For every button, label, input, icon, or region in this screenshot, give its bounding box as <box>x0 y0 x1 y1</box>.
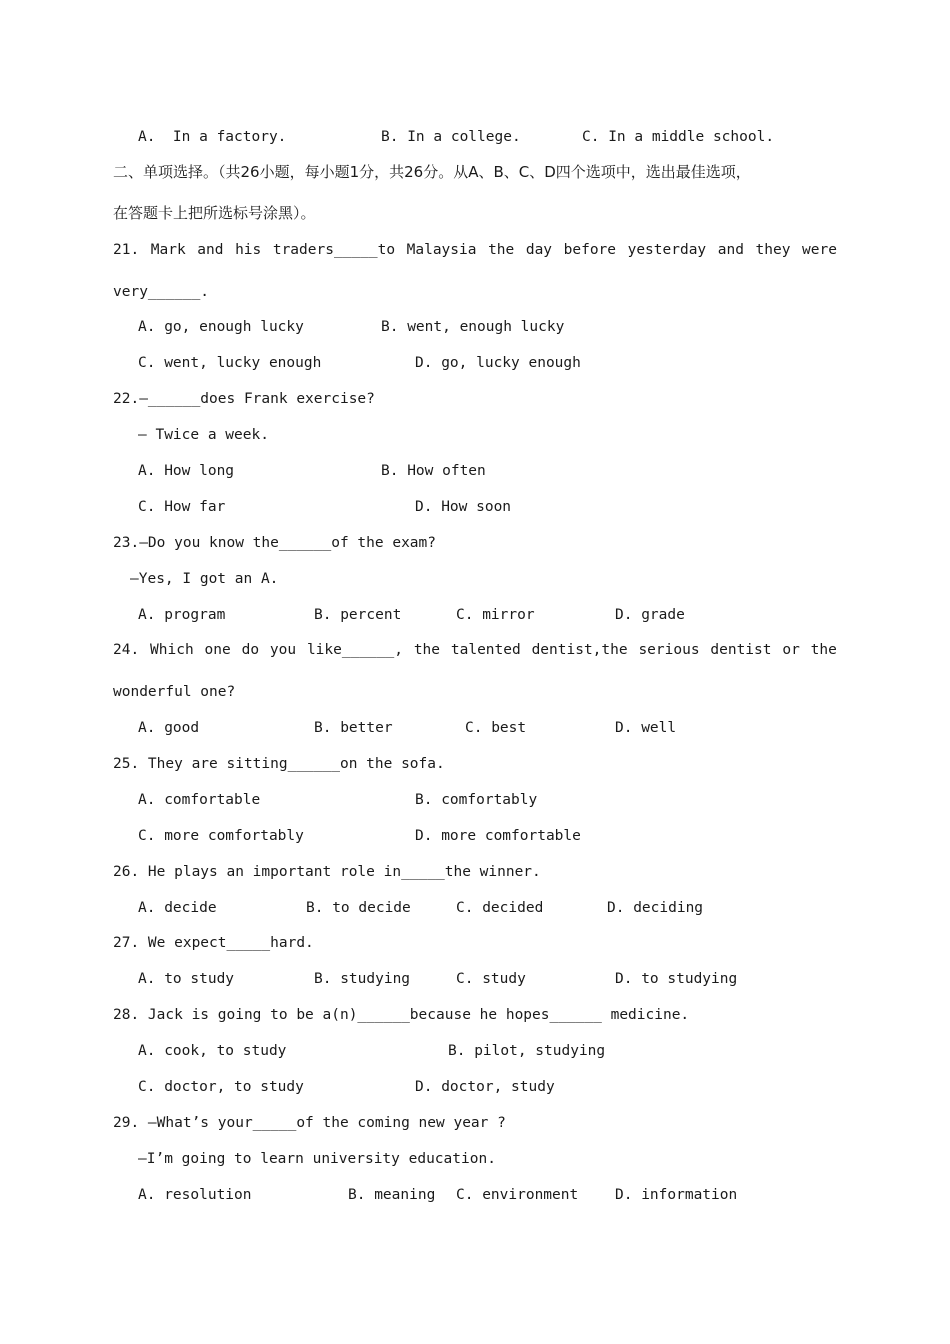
q20-option-b: B. In a college. <box>381 129 521 145</box>
q24-stem-line2: wonderful one? <box>113 684 236 700</box>
q28-stem: 28. Jack is going to be a(n)______because he hopes______ medicine. <box>113 1007 690 1023</box>
q21-option-b: B. went, enough lucky <box>381 319 565 335</box>
stem-word: the <box>413 642 441 658</box>
q24-stem <box>113 640 837 660</box>
stem-word: do <box>241 642 260 658</box>
q22-option-d: D. How soon <box>415 499 512 515</box>
q25-option-c: C. more comfortably <box>138 828 304 844</box>
q28-option-b: B. pilot, studying <box>448 1043 606 1059</box>
stem-word: his <box>235 242 262 258</box>
stem-word: Malaysia <box>406 242 477 258</box>
q27-option-c: C. study <box>456 971 526 987</box>
stem-word: Which <box>150 642 194 658</box>
q22-reply: — Twice a week. <box>138 427 269 443</box>
q26-option-a: A. decide <box>138 900 217 916</box>
q29-option-b: B. meaning <box>348 1187 436 1203</box>
stem-word: like______, <box>306 642 403 658</box>
stem-word: 24. <box>113 642 140 658</box>
q26-option-c: C. decided <box>456 900 544 916</box>
q23-reply: —Yes, I got an A. <box>130 571 279 587</box>
q29-option-d: D. information <box>615 1187 738 1203</box>
stem-word: the <box>488 242 515 258</box>
q26-option-d: D. deciding <box>607 900 704 916</box>
stem-word: and <box>717 242 744 258</box>
q28-option-c: C. doctor, to study <box>138 1079 304 1095</box>
stem-word: and <box>197 242 224 258</box>
stem-word: dentist,the <box>531 642 628 658</box>
q28-option-d: D. doctor, study <box>415 1079 555 1095</box>
q29-option-a: A. resolution <box>138 1187 252 1203</box>
section-heading-line1: 二、单项选择。（共26小题，每小题1分，共26分。从A、B、C、D四个选项中，选出最佳选项， <box>113 163 751 181</box>
q23-option-d: D. grade <box>615 607 685 623</box>
q25-stem: 25. They are sitting______on the sofa. <box>113 756 445 772</box>
stem-word: the <box>810 642 837 658</box>
q20-option-c: C. In a middle school. <box>582 129 775 145</box>
q24-option-a: A. good <box>138 720 200 736</box>
q27-option-a: A. to study <box>138 971 235 987</box>
q20-option-a: A. In a factory. <box>138 129 287 145</box>
q21-option-a: A. go, enough lucky <box>138 319 304 335</box>
stem-word: dentist <box>710 642 772 658</box>
stem-word: talented <box>450 642 521 658</box>
q27-option-b: B. studying <box>314 971 411 987</box>
q29-stem: 29. —What’s your_____of the coming new year ? <box>113 1115 506 1131</box>
q21-stem-line2: very______. <box>113 284 210 300</box>
stem-word: Mark <box>150 242 186 258</box>
q25-option-d: D. more comfortable <box>415 828 581 844</box>
q22-option-a: A. How long <box>138 463 235 479</box>
stem-word: or <box>782 642 800 658</box>
q26-option-b: B. to decide <box>306 900 411 916</box>
q25-option-b: B. comfortably <box>415 792 538 808</box>
stem-word: 21. <box>113 242 140 258</box>
q24-option-c: C. best <box>465 720 527 736</box>
q29-option-c: C. environment <box>456 1187 579 1203</box>
stem-word: serious <box>638 642 700 658</box>
stem-word: one <box>204 642 231 658</box>
stem-word: were <box>802 242 837 258</box>
q24-option-b: B. better <box>314 720 393 736</box>
q25-option-a: A. comfortable <box>138 792 261 808</box>
q22-option-c: C. How far <box>138 499 226 515</box>
q26-stem: 26. He plays an important role in_____the winner. <box>113 864 541 880</box>
q28-option-a: A. cook, to study <box>138 1043 287 1059</box>
q27-option-d: D. to studying <box>615 971 738 987</box>
q27-stem: 27. We expect_____hard. <box>113 935 314 951</box>
stem-word: traders_____to <box>272 242 396 258</box>
q24-option-d: D. well <box>615 720 677 736</box>
q23-option-c: C. mirror <box>456 607 535 623</box>
q21-option-c: C. went, lucky enough <box>138 355 322 371</box>
stem-word: day <box>525 242 553 258</box>
q23-option-b: B. percent <box>314 607 402 623</box>
stem-word: before <box>563 242 617 258</box>
q22-option-b: B. How often <box>381 463 486 479</box>
section-heading-line2: 在答题卡上把所选标号涂黑）。 <box>113 204 316 222</box>
q23-option-a: A. program <box>138 607 226 623</box>
stem-word: yesterday <box>627 242 707 258</box>
stem-word: they <box>755 242 791 258</box>
q23-stem: 23.—Do you know the______of the exam? <box>113 535 437 551</box>
q21-stem <box>113 240 837 260</box>
q21-option-d: D. go, lucky enough <box>415 355 581 371</box>
stem-word: you <box>269 642 297 658</box>
q29-reply: —I’m going to learn university education. <box>138 1151 496 1167</box>
q22-stem: 22.—______does Frank exercise? <box>113 391 375 407</box>
